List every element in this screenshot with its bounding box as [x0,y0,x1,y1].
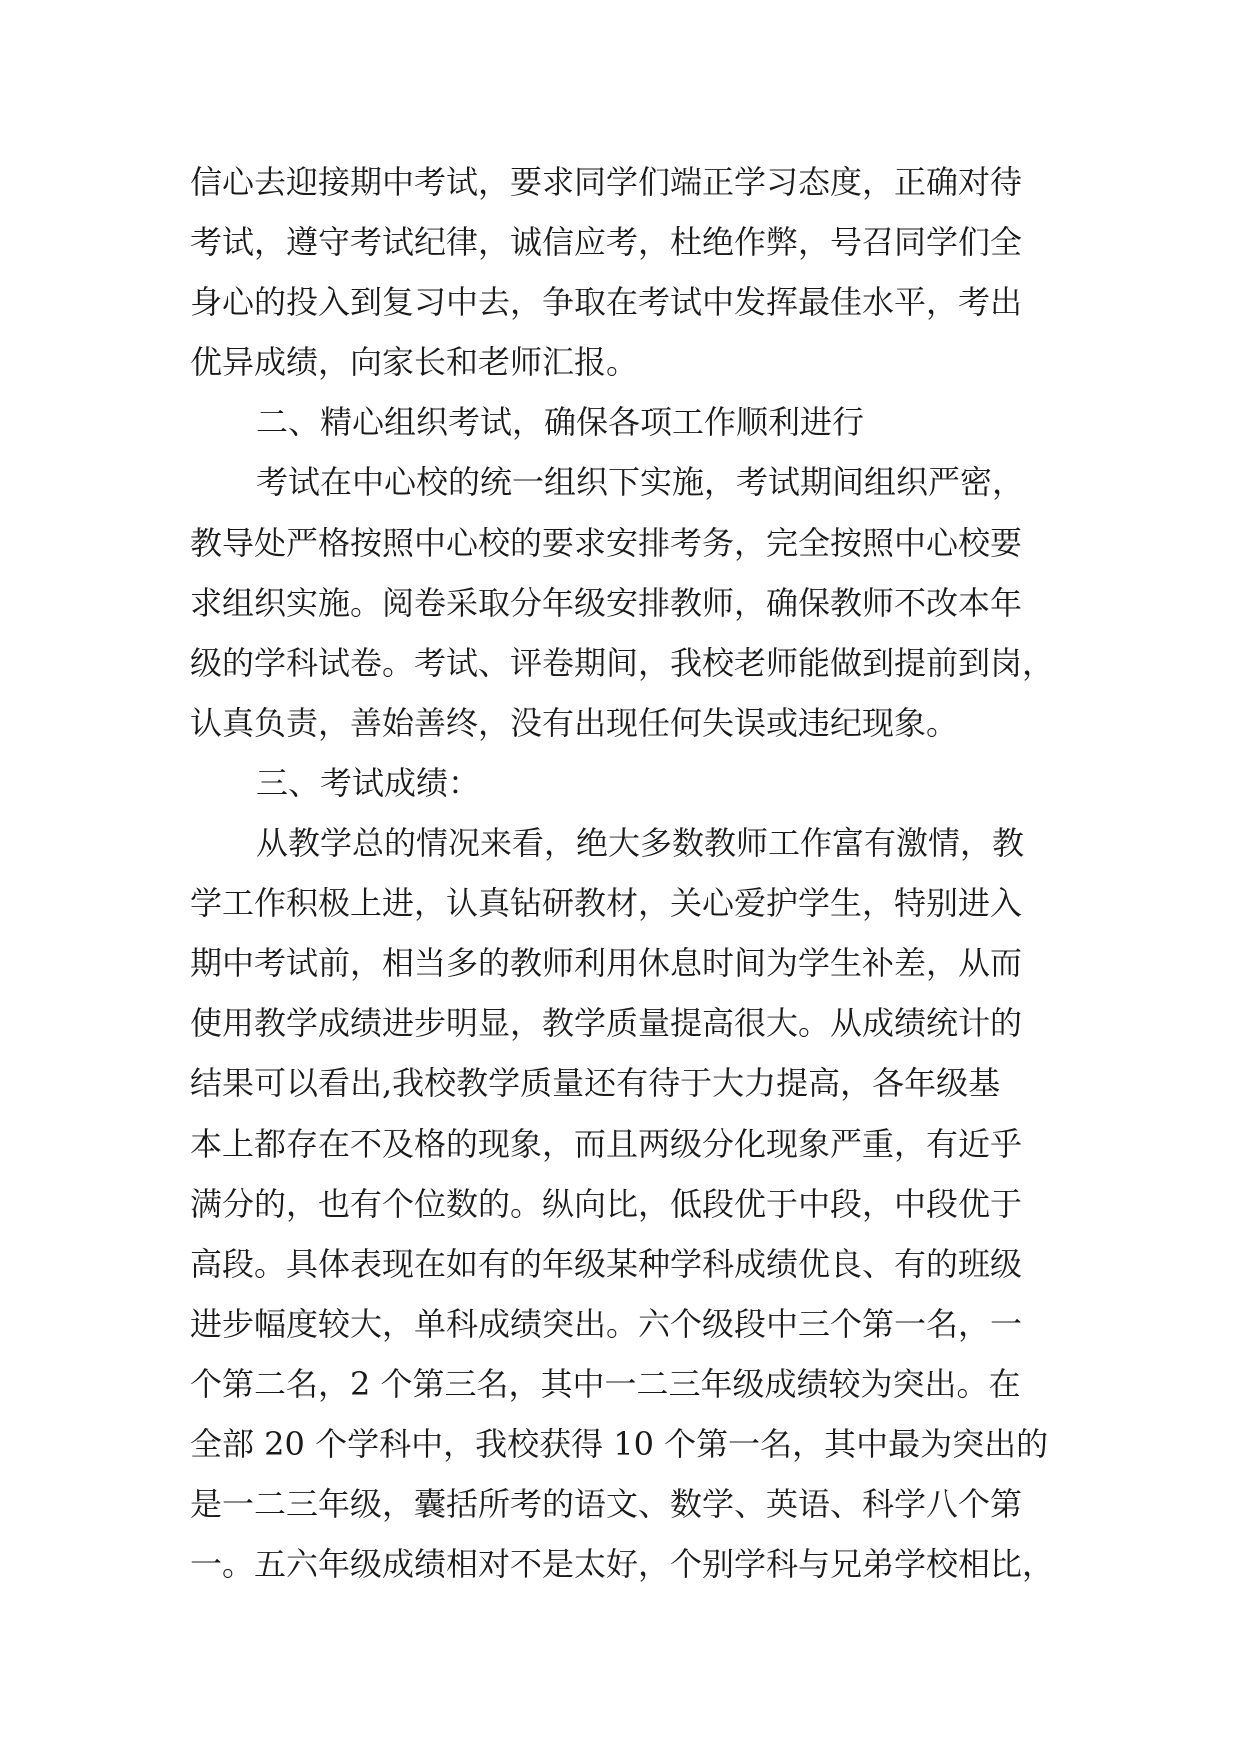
text-line: 一。五六年级成绩相对不是太好，个别学科与兄弟学校相比， [190,1545,1055,1584]
text-line: 个第二名，2 个第三名，其中一二三年级成绩较为突出。在 [190,1364,1021,1403]
text-line: 是一二三年级，囊括所考的语文、数学、英语、科学八个第 [190,1485,1023,1524]
text-line: 身心的投入到复习中去，争取在考试中发挥最佳水平，考出 [190,283,1023,322]
text-line: 进步幅度较大，单科成绩突出。六个级段中三个第一名，一 [190,1304,1023,1343]
paragraph-first-line: 从教学总的情况来看，绝大多数教师工作富有激情，教 [256,824,1025,863]
paragraph-first-line: 考试在中心校的统一组织下实施，考试期间组织严密， [256,463,1025,502]
text-line: 结果可以看出,我校教学质量还有待于大力提高，各年级基 [190,1064,1001,1103]
text-line: 满分的，也有个位数的。纵向比，低段优于中段，中段优于 [190,1184,1023,1223]
text-line: 信心去迎接期中考试，要求同学们端正学习态度，正确对待 [190,163,1023,201]
body-text [190,152,1070,1594]
text-line: 本上都存在不及格的现象，而且两级分化现象严重，有近乎 [190,1124,1023,1163]
text-line: 优异成绩，向家长和老师汇报。 [190,343,639,382]
text-line: 级的学科试卷。考试、评卷期间，我校老师能做到提前到岗， [190,643,1055,682]
text-line: 期中考试前，相当多的教师利用休息时间为学生补差，从而 [190,944,1023,983]
text-line: 高段。具体表现在如有的年级某种学科成绩优良、有的班级 [190,1244,1023,1283]
text-line: 学工作积极上进，认真钻研教材，关心爱护学生，特别进入 [190,884,1023,923]
text-line: 求组织实施。阅卷采取分年级安排教师，确保教师不改本年 [190,583,1023,622]
text-line: 认真负责，善始善终，没有出现任何失误或违纪现象。 [190,703,959,742]
paragraph-first-line: 二、精心组织考试，确保各项工作顺利进行 [256,403,865,442]
text-line: 教导处严格按照中心校的要求安排考务，完全按照中心校要 [190,523,1023,562]
text-line: 使用教学成绩进步明显，教学质量提高很大。从成绩统计的 [190,1004,1023,1043]
text-line: 考试，遵守考试纪律，诚信应考，杜绝作弊，号召同学们全 [190,223,1023,262]
paragraph-first-line: 三、考试成绩： [256,763,481,802]
text-line: 全部 20 个学科中，我校获得 10 个第一名，其中最为突出的 [190,1424,1049,1463]
